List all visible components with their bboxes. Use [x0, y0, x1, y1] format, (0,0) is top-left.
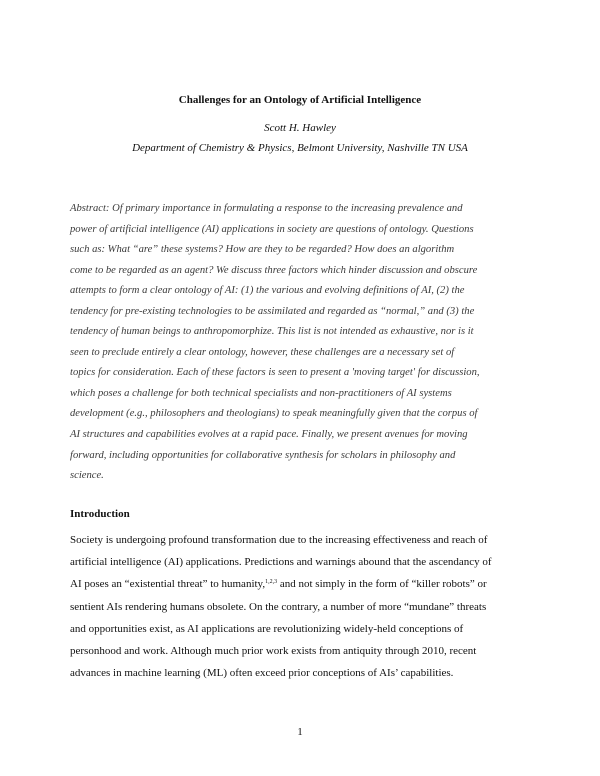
paragraph-line: artificial intelligence (AI) applications. Predictions and warnings abound that the ascendancy of: [70, 556, 492, 569]
author-affiliation: Department of Chemistry & Physics, Belmont University, Nashville TN USA: [132, 142, 468, 154]
abstract-line: attempts to form a clear ontology of AI: (1) the various and evolving definitions of AI, (2) the: [70, 285, 465, 297]
line-text: AI poses an “existential threat” to humanity,: [70, 578, 266, 591]
section-heading-introduction: Introduction: [70, 508, 130, 520]
paragraph-line: Society is undergoing profound transformation due to the increasing effectiveness and reach of: [70, 534, 488, 546]
page-number: 1: [297, 726, 303, 738]
author-name: Scott H. Hawley: [264, 122, 336, 134]
abstract-line: power of artificial intelligence (AI) applications in society are questions of ontology. Questions: [70, 223, 474, 235]
paragraph-line: advances in machine learning (ML) often exceed prior conceptions of AIs’ capabilities.: [70, 667, 454, 680]
abstract-line: tendency of human beings to anthropomorphize. This list is not intended as exhaustive, nor is it: [70, 326, 474, 338]
paragraph-line: personhood and work. Although much prior work exists from antiquity through 2010, recent: [70, 645, 477, 658]
abstract-line: science.: [70, 470, 104, 482]
abstract-line: forward, including opportunities for collaborative synthesis for scholars in philosophy and: [70, 449, 456, 461]
abstract-line: Abstract: Of primary importance in formulating a response to the increasing prevalence and: [70, 203, 463, 214]
abstract-line: development (e.g., philosophers and theologians) to speak meaningfully given that the corpus of: [70, 408, 478, 420]
paragraph-line: sentient AIs rendering humans obsolete. On the contrary, a number of more “mundane” threats: [70, 600, 487, 613]
abstract-line: which poses a challenge for both technical specialists and non-practitioners of AI systems: [70, 387, 452, 399]
line-text: and not simply in the form of “killer robots” or: [277, 578, 487, 591]
abstract-line: seen to preclude entirely a clear ontology, however, these challenges are a necessary set of: [70, 346, 455, 358]
citation-superscript[interactable]: 1,2,3: [265, 579, 278, 586]
abstract-line: AI structures and capabilities evolves at a rapid pace. Finally, we present avenues for moving: [70, 429, 468, 441]
abstract: [70, 199, 534, 487]
abstract-line: such as: What “are” these systems? How are they to be regarded? How does an algorithm: [70, 244, 455, 256]
paper-title: Challenges for an Ontology of Artificial Intelligence: [178, 94, 422, 106]
abstract-line: tendency for pre-existing technologies to be assimilated and regarded as “normal,” and (3) the: [70, 305, 475, 317]
abstract-line: topics for consideration. Each of these factors is seen to present a 'moving target' for discussion,: [70, 367, 480, 379]
abstract-line: come to be regarded as an agent? We discuss three factors which hinder discussion and obscure: [70, 264, 478, 276]
introduction-paragraph: [70, 529, 540, 684]
paragraph-line: and opportunities exist, as AI applications are revolutionizing widely-held conceptions of: [70, 622, 464, 635]
paragraph-line: [70, 573, 540, 595]
